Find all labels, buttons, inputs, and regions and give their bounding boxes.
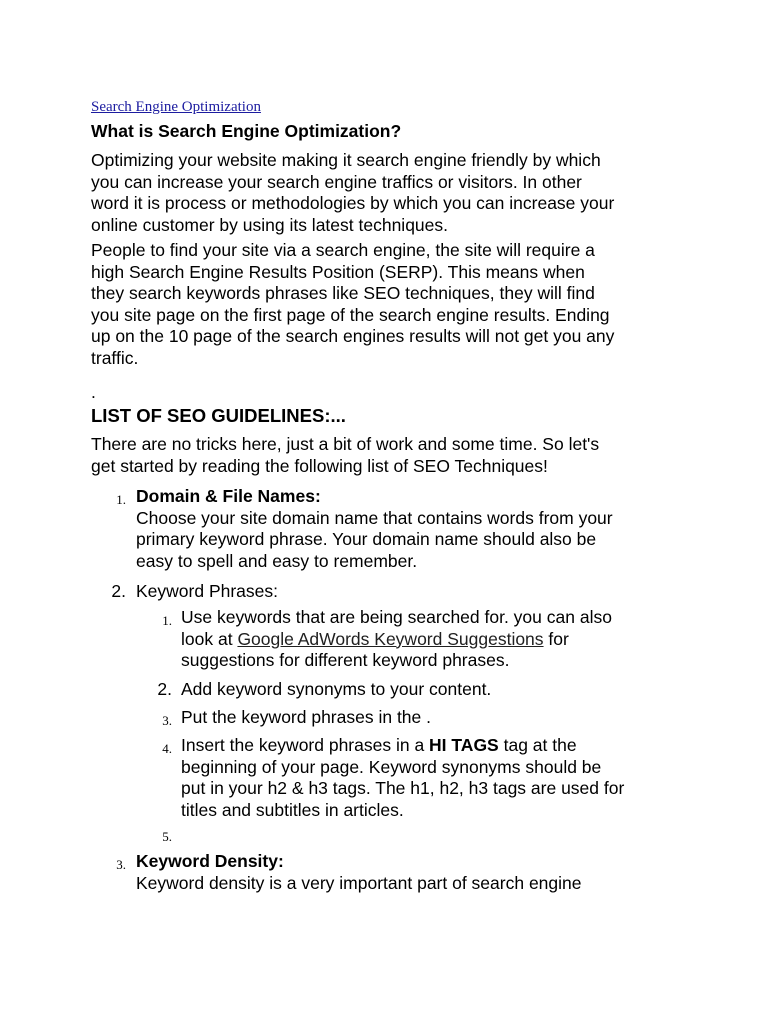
text-line: titles and subtitles in articles.: [181, 799, 404, 820]
hi-tags-text: HI TAGS: [429, 735, 499, 755]
list-number: 3.: [116, 857, 126, 872]
text-line: you site page on the first page of the search engine results. Ending: [91, 304, 610, 325]
sublist-number: 4.: [162, 741, 172, 756]
text-line: high Search Engine Results Position (SERP). This means when: [91, 261, 585, 282]
text-line: [181, 735, 741, 757]
list-number: 1.: [116, 492, 126, 507]
text-line: online customer by using its latest techniques.: [91, 214, 448, 235]
text-line: put in your h2 & h3 tags. The h1, h2, h3 tags are used for: [181, 778, 625, 798]
list-intro-paragraph: [91, 434, 691, 477]
text-line: [181, 629, 741, 651]
list-number: 2.: [111, 581, 126, 601]
sublist-number: 5.: [162, 829, 172, 844]
text-line: get started by reading the following list of SEO Techniques!: [91, 455, 548, 476]
sublist-item-synonyms: [181, 679, 741, 701]
list-item-title: Domain & File Names:: [136, 486, 321, 506]
text-fragment: look at: [181, 628, 238, 649]
list-heading: LIST OF SEO GUIDELINES:...: [91, 405, 346, 426]
intro-paragraph-2: [91, 240, 691, 369]
stray-dot: .: [91, 382, 96, 402]
text-line: suggestions for different keyword phrases.: [181, 650, 510, 670]
list-item-domain-file-names: [136, 486, 696, 572]
text-line: you can increase your search engine traffics or visitors. In other: [91, 171, 582, 192]
google-adwords-link[interactable]: Google AdWords Keyword Suggestions: [237, 628, 544, 649]
sublist-number: 3.: [162, 713, 172, 728]
list-item-keyword-density: [136, 851, 696, 894]
text-line: Add keyword synonyms to your content.: [181, 679, 492, 699]
list-item-keyword-phrases: [136, 581, 696, 603]
text-line: There are no tricks here, just a bit of work and some time. So let's: [91, 434, 600, 454]
text-fragment: Insert the keyword phrases in a: [181, 735, 430, 755]
text-line: easy to spell and easy to remember.: [136, 550, 418, 571]
text-line: they search keywords phrases like SEO techniques, they will find: [91, 283, 595, 303]
text-line: Put the keyword phrases in the .: [181, 707, 431, 727]
text-line: Choose your site domain name that contains words from your: [136, 507, 613, 528]
sublist-number: 2.: [157, 679, 172, 699]
text-line: up on the 10 page of the search engines results will not get you any: [91, 326, 615, 346]
text-line: beginning of your page. Keyword synonyms should be: [181, 756, 602, 777]
list-item-title: Keyword Density:: [136, 851, 284, 871]
text-line: People to find your site via a search engine, the site will require a: [91, 240, 595, 260]
text-line: Keyword density is a very important part of search engine: [136, 872, 582, 893]
main-heading: What is Search Engine Optimization?: [91, 121, 402, 141]
sublist-item-hi-tags: [181, 735, 741, 821]
text-fragment: for: [543, 628, 569, 649]
text-line: traffic.: [91, 347, 139, 368]
text-line: word it is process or methodologies by which you can increase your: [91, 193, 615, 213]
text-line: primary keyword phrase. Your domain name should also be: [136, 529, 597, 549]
text-line: Optimizing your website making it search engine friendly by which: [91, 150, 601, 170]
sublist-item-use-keywords: [181, 607, 741, 672]
text-fragment: tag at the: [498, 735, 577, 755]
list-item-title: Keyword Phrases:: [136, 581, 279, 601]
sublist-number: 1.: [162, 613, 172, 628]
intro-paragraph-1: [91, 150, 691, 236]
top-link-seo[interactable]: Search Engine Optimization: [91, 99, 261, 115]
sublist-item-put-keywords: [181, 707, 741, 729]
text-line: Use keywords that are being searched for. you can also: [181, 607, 612, 627]
